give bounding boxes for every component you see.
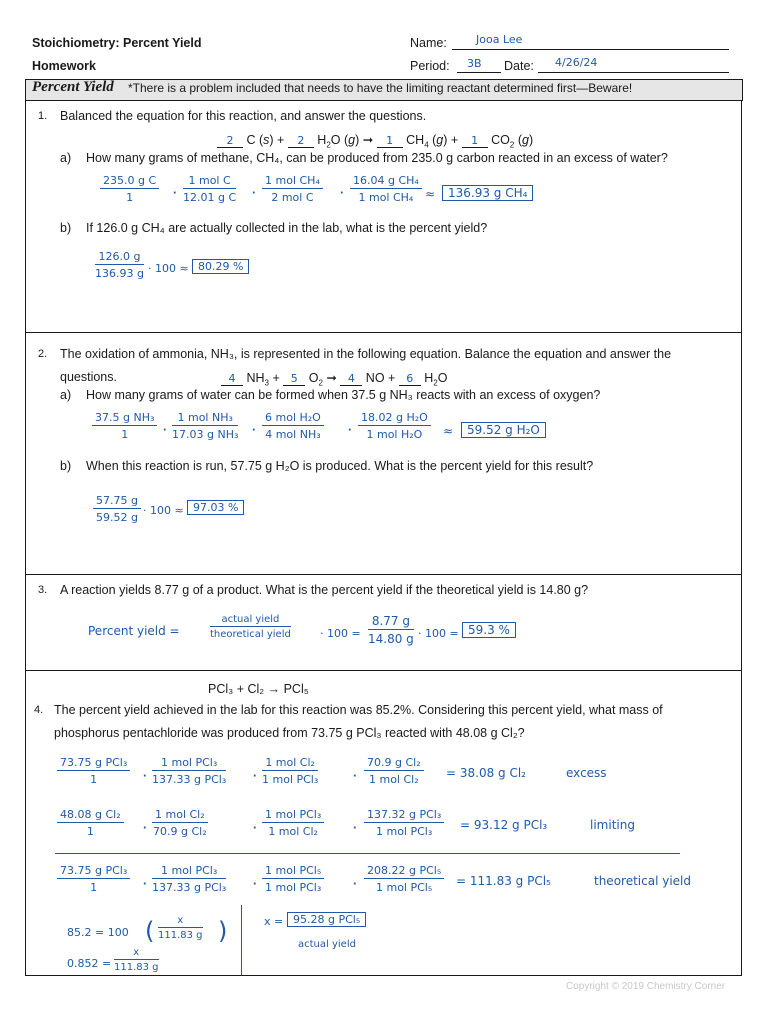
q4r1-f3-den: 1 mol PCl₃ (262, 773, 319, 786)
q2-coef-no: 4 (340, 372, 362, 386)
date-line (538, 72, 729, 73)
q4-calc2-lhs: 0.852 = (67, 957, 112, 970)
q3-formula-den: theoretical yield (210, 629, 291, 640)
q1a-f2-den: 12.01 g C (183, 191, 237, 204)
q4r3-f2-num: 1 mol PCl₃ (152, 864, 226, 879)
q3-times-2: · 100 = (418, 627, 459, 640)
q4-calc2-frac (114, 947, 159, 973)
q4r1-f1-den: 1 (90, 773, 98, 786)
q1-text: Balanced the equation for this reaction, and answer the questions. (60, 109, 427, 123)
q4-calc2-den: 111.83 g (114, 962, 159, 973)
q1a-frac-4 (350, 174, 422, 204)
q3-value-den: 14.80 g (368, 632, 414, 646)
q3-times-1: · 100 = (320, 627, 361, 640)
q4r3-f2-den: 137.33 g PCl₃ (152, 881, 227, 894)
q4r3-f4-den: 1 mol PCl₅ (375, 881, 433, 894)
q2-equation: 4 $NH_3 + 5$ $O_2$ ➞ 4 NO + 6 $H_2O$ (221, 370, 447, 388)
q1b-den: 136.93 g (95, 267, 144, 280)
q4r2-f1-num: 48.08 g Cl₂ (57, 808, 124, 823)
q4-equation: PCl₃ + Cl₂ → PCl₅ (208, 682, 309, 696)
q1a-f1-num: 235.0 g C (100, 174, 159, 189)
period-value: 3B (467, 57, 482, 70)
q1-number: 1. (38, 110, 48, 122)
q2a-f4-den: 1 mol H₂O (366, 428, 423, 441)
q2-text-2: questions. (60, 370, 117, 384)
q1a-f3-den: 2 mol C (271, 191, 314, 204)
period-label: Period: (410, 59, 450, 73)
q2a-frac-4 (358, 411, 431, 441)
q4-number: 4. (34, 704, 44, 716)
q4r2-f2-den: 70.9 g Cl₂ (153, 825, 207, 838)
q2a-answer-box: 59.52 g H₂O (461, 422, 546, 438)
q3-value-frac (368, 614, 414, 646)
q2a-frac-1 (92, 411, 157, 441)
q2a-label: a) (60, 388, 72, 402)
q1a-label: a) (60, 151, 72, 165)
q1a-f4-den: 1 mol CH₄ (358, 191, 414, 204)
q1a-answer-box: 136.93 g CH₄ (442, 185, 533, 201)
q2a-f1-den: 1 (121, 428, 129, 441)
q4r1-f2-den: 137.33 g PCl₃ (152, 773, 227, 786)
period-line (457, 72, 501, 73)
q2a-f4-num: 18.02 g H₂O (358, 411, 431, 426)
q4r3-f1-den: 1 (90, 881, 98, 894)
q1-equation: 2 C (s) + 2 $H_2O$ (g) ➞ 1 $CH_4$ (g) + 1 $CO_2$ (g) (217, 132, 533, 150)
q4r3-f4-num: 208.22 g PCl₅ (364, 864, 444, 879)
q1a-text: How many grams of methane, CH₄, can be produced from 235.0 g carbon reacted in an excess of water? (86, 151, 668, 165)
q4r3-f3-num: 1 mol PCl₅ (262, 864, 324, 879)
divider-q3-q4 (25, 670, 742, 671)
q2b-frac (93, 494, 141, 524)
q4-x-equals: x = (264, 915, 284, 928)
q3-formula-num: actual yield (210, 614, 291, 627)
q1a-f3-num: 1 mol CH₄ (262, 174, 323, 189)
divider-q1-q2 (25, 332, 742, 333)
q4-row3-result: = 111.83 g PCl₅ (456, 874, 551, 888)
q4-calc1-den: 111.83 g (158, 930, 203, 941)
worksheet-subtitle: Homework (32, 59, 96, 73)
q1a-f4-num: 16.04 g CH₄ (350, 174, 422, 189)
q4-text: The percent yield achieved in the lab for this reaction was 85.2%. Considering this percent yield, what mass of (54, 703, 663, 717)
q4-row2-frac-4 (364, 808, 444, 838)
q4-row1-result: = 38.08 g Cl₂ (446, 766, 526, 780)
q4-row1-frac-2 (152, 756, 226, 786)
copyright: Copyright © 2019 Chemistry Corner (566, 981, 726, 992)
q2b-label: b) (60, 459, 72, 473)
q2a-frac-3 (262, 411, 324, 441)
q4-row2-result: = 93.12 g PCl₃ (460, 818, 548, 832)
q2a-f2-den: 17.03 g NH₃ (172, 428, 239, 441)
q3-value-num: 8.77 g (368, 614, 414, 630)
q1a-frac-3 (262, 174, 323, 204)
q1b-answer-box: 80.29 % (192, 259, 249, 274)
q2a-f1-num: 37.5 g NH₃ (92, 411, 157, 426)
q4-row2-note: limiting (590, 818, 635, 832)
q4r2-f3-den: 1 mol Cl₂ (268, 825, 318, 838)
q1-coef-h2o: 2 (288, 134, 314, 148)
q4r1-f2-num: 1 mol PCl₃ (152, 756, 226, 771)
q2b-answer-box: 97.03 % (187, 500, 244, 515)
date-label: Date: (504, 59, 534, 73)
q4r1-f4-den: 1 mol Cl₂ (368, 773, 419, 786)
q1-coef-c: 2 (217, 134, 243, 148)
frame-left (25, 100, 26, 975)
q2-coef-h2o: 6 (399, 372, 421, 386)
q2a-text: How many grams of water can be formed when 37.5 g NH₃ reacts with an excess of oxygen? (86, 388, 601, 402)
q1b-times: · 100 ≈ (148, 262, 189, 275)
q4r1-f1-num: 73.75 g PCl₃ (57, 756, 130, 771)
q4-row1-frac-1 (57, 756, 130, 786)
q2a-approx: ≈ (443, 424, 454, 438)
q1-coef-ch4: 1 (377, 134, 403, 148)
q4r2-f4-num: 137.32 g PCl₃ (364, 808, 444, 823)
q3-text: A reaction yields 8.77 g of a product. What is the percent yield if the theoretical yield is 14.80 g? (60, 583, 589, 597)
q4-calc2-num: x (114, 947, 159, 960)
q4-row3-note: theoretical yield (594, 874, 691, 888)
date-value: 4/26/24 (555, 56, 598, 69)
q4-row1-note: excess (566, 766, 607, 780)
q2-coef-nh3: 4 (221, 372, 243, 386)
q4-answer-box: 95.28 g PCl₅ (287, 912, 366, 927)
q4r2-f4-den: 1 mol PCl₃ (375, 825, 433, 838)
q2-text: The oxidation of ammonia, NH₃, is represented in the following equation. Balance the equation and answer the (60, 347, 672, 361)
q4-calc1-num: x (158, 915, 203, 928)
q4r3-f3-den: 1 mol PCl₃ (265, 881, 322, 894)
q4r3-f1-num: 73.75 g PCl₃ (57, 864, 130, 879)
q1b-text: If 126.0 g CH₄ are actually collected in the lab, what is the percent yield? (86, 221, 488, 235)
q1a-f1-den: 1 (126, 191, 134, 204)
q4-calc1-frac (158, 915, 203, 941)
q2a-f3-den: 4 mol NH₃ (265, 428, 321, 441)
q1b-num: 126.0 g (95, 250, 144, 265)
q2a-f3-num: 6 mol H₂O (262, 411, 324, 426)
q1b-frac (95, 250, 144, 280)
q4r2-f3-num: 1 mol PCl₃ (262, 808, 324, 823)
q1-coef-co2: 1 (462, 134, 488, 148)
q4-row3-frac-4 (364, 864, 444, 894)
worksheet-title: Stoichiometry: Percent Yield (32, 36, 202, 50)
q4-row2-frac-1 (57, 808, 124, 838)
q4r1-f3-num: 1 mol Cl₂ (262, 756, 318, 771)
q2a-f2-num: 1 mol NH₃ (172, 411, 238, 426)
q1a-frac-2 (183, 174, 236, 204)
q3-percent-yield-label: Percent yield = (88, 624, 180, 638)
q4-row3-frac-3 (262, 864, 324, 894)
q2b-den: 59.52 g (96, 511, 138, 524)
q1a-frac-1 (100, 174, 159, 204)
banner-heading: Percent Yield (32, 79, 114, 95)
q4r2-f2-num: 1 mol Cl₂ (152, 808, 208, 823)
q2b-times: · 100 ≈ (143, 504, 184, 517)
q4r2-f1-den: 1 (86, 825, 94, 838)
q4-row1-frac-3 (262, 756, 318, 786)
q2b-num: 57.75 g (93, 494, 141, 509)
q4-text-2: phosphorus pentachloride was produced from 73.75 g PCl₃ reacted with 48.08 g Cl₂? (54, 726, 525, 740)
q2-coef-o2: 5 (283, 372, 305, 386)
frame-right (741, 100, 742, 975)
q2b-text: When this reaction is run, 57.75 g H₂O is produced. What is the percent yield for this result? (86, 459, 594, 473)
q3-number: 3. (38, 584, 48, 596)
q4-actual-yield-label: actual yield (298, 939, 356, 950)
divider-q2-q3 (25, 574, 742, 575)
q3-answer-box: 59.3 % (462, 622, 516, 638)
q2-number: 2. (38, 348, 48, 360)
frame-bottom (25, 975, 742, 976)
q4r1-f4-num: 70.9 g Cl₂ (364, 756, 424, 771)
q4-row3-frac-1 (57, 864, 130, 894)
q4-row1-frac-4 (364, 756, 424, 786)
name-label: Name: (410, 36, 447, 50)
q1b-label: b) (60, 221, 72, 235)
q1a-f2-num: 1 mol C (183, 174, 236, 189)
q4-row2-frac-3 (262, 808, 324, 838)
q3-formula-frac (210, 614, 291, 640)
q4-calc1-lhs: 85.2 = 100 (67, 926, 129, 939)
name-value: Jooa Lee (476, 33, 523, 46)
q1a-approx: ≈ (425, 187, 436, 201)
q4-calc-divider (241, 905, 242, 975)
q4-work-divider (55, 853, 680, 854)
banner-note: *There is a problem included that needs to have the limiting reactant determined first—Beware! (128, 81, 633, 95)
q4-row2-frac-2 (152, 808, 208, 838)
name-line (452, 49, 729, 50)
q4-row3-frac-2 (152, 864, 226, 894)
q2a-frac-2 (172, 411, 238, 441)
